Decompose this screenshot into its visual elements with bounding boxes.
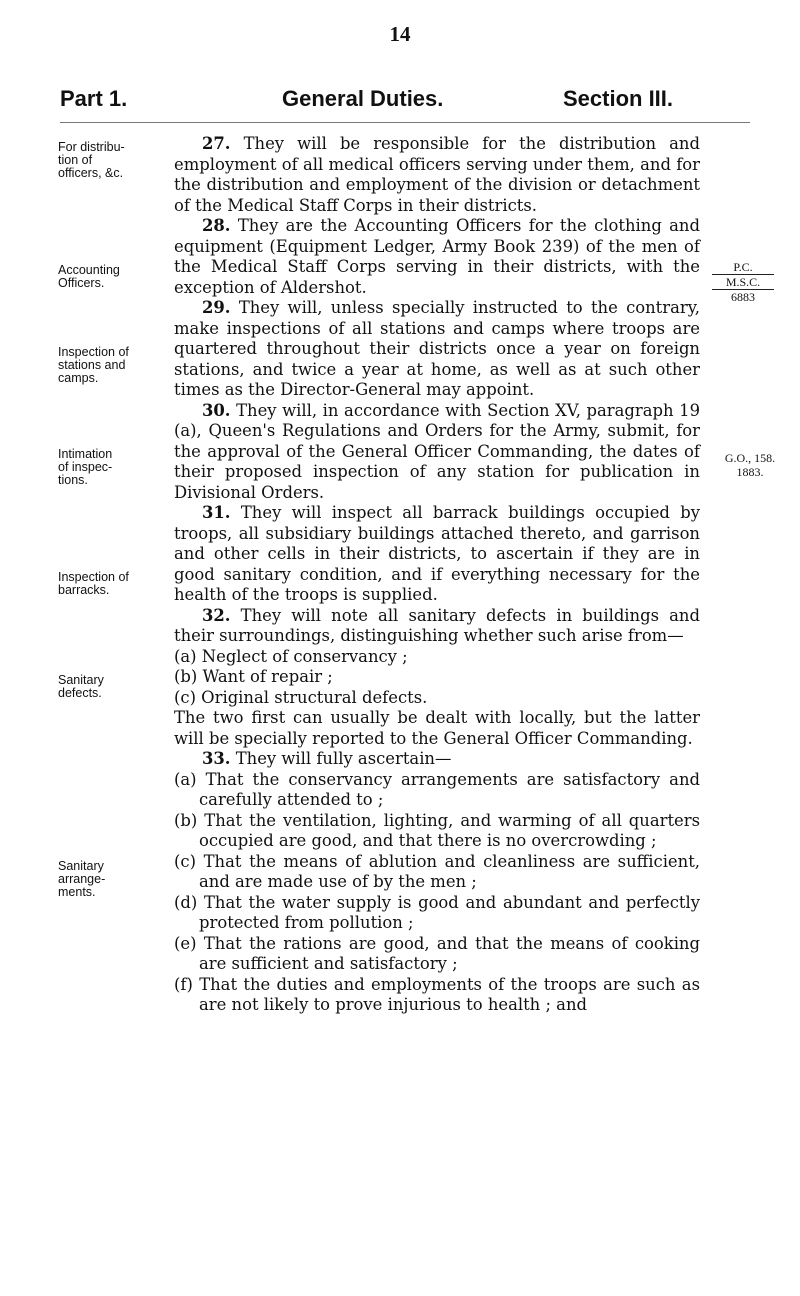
msc-label: M.S.C.: [712, 274, 774, 289]
list-item: (a) That the conservancy arrangements are satisfactory and carefully attended to ;: [174, 769, 700, 809]
body-text: [174, 134, 700, 1016]
paragraph-33-list: [174, 770, 700, 1016]
right-note-go: [702, 451, 798, 479]
margin-note-sanitary-arrangements: Sanitary arrange- ments.: [58, 859, 106, 899]
go-label: G.O., 158.: [724, 451, 776, 465]
paragraph-32-after: The two first can usually be dealt with locally, but the latter will be specially reported to the General Officer Commanding.: [174, 708, 700, 748]
paragraph-32: 32. They will note all sanitary defects in buildings and their surroundings, distinguishing whether such arise from—: [174, 605, 700, 645]
paragraph-27: 27. They will be responsible for the distribution and employment of all medical officers serving under them, and for the distribution and employment of the division or detachment of the Medical Staff Corps in their districts.: [174, 134, 700, 215]
margin-note-intimation: Intimation of inspec- tions.: [58, 447, 113, 487]
right-note-pc: [712, 260, 774, 304]
pc-number: 6883: [712, 289, 774, 304]
margin-note-distribution: For distribu- tion of officers, &c.: [58, 140, 125, 180]
paragraph-32-list: [174, 647, 700, 709]
list-item: (a) Neglect of conservancy ;: [174, 646, 408, 666]
list-item: (c) Original structural defects.: [174, 687, 428, 707]
list-item: (d) That the water supply is good and abundant and perfectly protected from pollution ;: [174, 892, 700, 932]
paragraph-29: 29. They will, unless specially instructed to the contrary, make inspections of all stations and camps where troops are quartered throughout their districts once a year on foreign stations, and twice a year at home, as well as at such other times as the Director-General may appoint.: [174, 298, 700, 399]
page-number: 14: [389, 22, 411, 46]
paragraph-33: 33. They will fully ascertain—: [202, 749, 452, 768]
header-title: General Duties.: [282, 86, 444, 111]
go-year: 1883.: [736, 465, 764, 479]
paragraph-30: 30. They will, in accordance with Section XV, paragraph 19 (a), Queen's Regulations and Orders for the Army, submit, for the approval of the General Officer Commanding, the dates of their proposed inspection of any station for publication in Divisional Orders.: [174, 400, 700, 502]
header-section: Section III.: [563, 86, 674, 111]
margin-note-sanitary-defects: Sanitary defects.: [58, 673, 104, 700]
list-item: (f) That the duties and employments of the troops are such as are not likely to prove injurious to health ; and: [174, 974, 700, 1014]
list-item: (e) That the rations are good, and that the means of cooking are sufficient and satisfactory ;: [174, 933, 700, 973]
list-item: (c) That the means of ablution and cleanliness are sufficient, and are made use of by the men ;: [174, 851, 700, 891]
paragraph-31: 31. They will inspect all barrack buildings occupied by troops, all subsidiary buildings attached thereto, and garrison and other cells in their districts, to ascertain if they are in good sanitary condition, and if everything necessary for the health of the troops is supplied.: [174, 503, 700, 604]
header-rule: [60, 122, 750, 123]
margin-note-inspection-stations: Inspection of stations and camps.: [58, 345, 129, 385]
list-item: (b) Want of repair ;: [174, 667, 333, 686]
header-part: Part 1.: [60, 86, 128, 111]
running-header: [60, 86, 750, 116]
paragraph-28: 28. They are the Accounting Officers for the clothing and equipment (Equipment Ledger, Army Book 239) of the men of the Medical Staff Corps serving in their districts, with the exception of Aldershot.: [174, 216, 700, 297]
margin-note-accounting: Accounting Officers.: [58, 263, 120, 290]
margin-note-inspection-barracks: Inspection of barracks.: [58, 570, 129, 597]
pc-label: P.C.: [733, 260, 753, 274]
list-item: (b) That the ventilation, lighting, and warming of all quarters occupied are good, and that there is no overcrowding ;: [174, 810, 700, 850]
